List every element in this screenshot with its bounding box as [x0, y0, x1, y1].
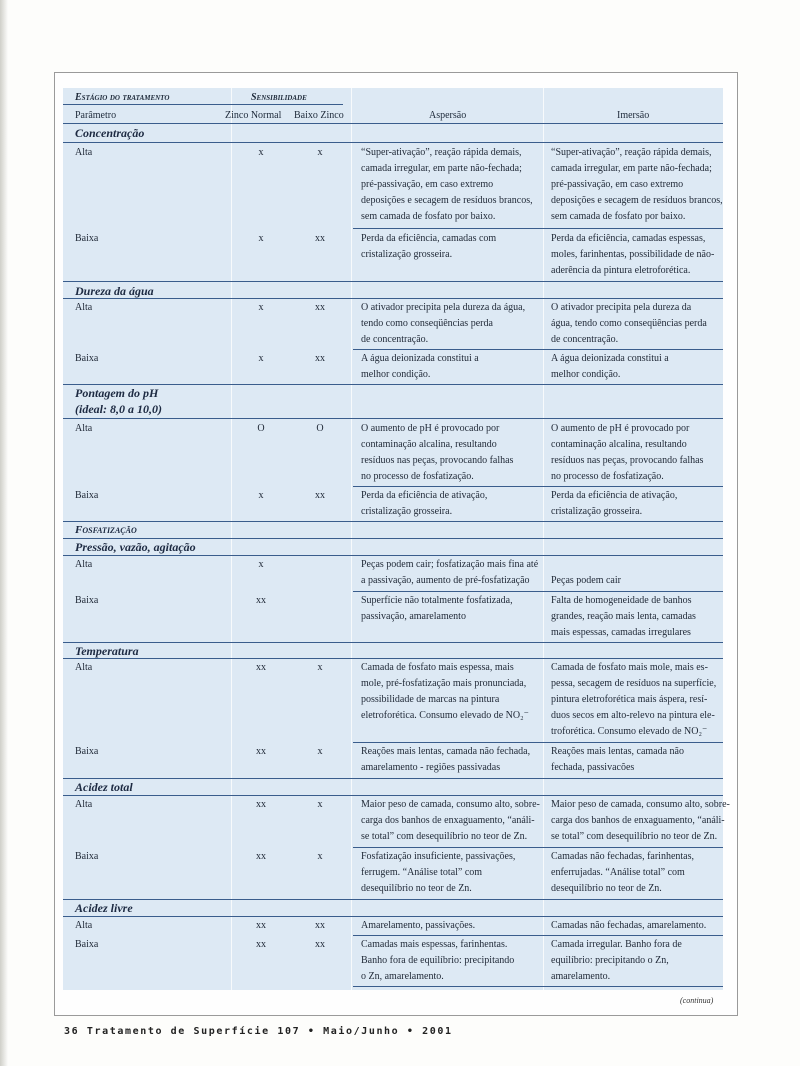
cell-line: contaminação alcalina, resultando	[361, 439, 497, 450]
cell-line: Perda da eficiência, camadas com	[361, 233, 497, 244]
cell-line: de concentração.	[361, 334, 429, 345]
row-parameter: Baixa	[75, 233, 99, 244]
row-aspersao	[361, 421, 545, 485]
row-parameter: Alta	[75, 662, 93, 673]
rule	[353, 486, 723, 487]
cell-line: passivação, amarelamento	[361, 611, 466, 622]
cell-line: mole, pré-fosfatização mais pronunciada,	[361, 678, 527, 689]
cell-line: A água deionizada constitui a	[361, 353, 479, 364]
rule	[63, 642, 723, 643]
row-imersao	[551, 351, 721, 383]
row-aspersao	[361, 231, 545, 263]
row-parameter: Alta	[75, 302, 93, 313]
header-aspersao: Aspersão	[429, 110, 467, 121]
cell-line: aderência da pintura eletroforética.	[551, 265, 691, 276]
cell-line: Perda da eficiência de ativação,	[551, 490, 678, 501]
cell-line: O ativador precipita pela dureza da água,	[361, 302, 526, 313]
row-parameter: Baixa	[75, 746, 99, 757]
cell-line: tendo como conseqüências perda	[361, 318, 493, 329]
cell-line: desequilíbrio no teor de Zn.	[361, 883, 472, 894]
cell-line: Amarelamento, passivações.	[361, 920, 476, 931]
cell-line: a passivação, aumento de pré-fosfatização	[361, 575, 530, 586]
row-zinco-normal: x	[258, 490, 264, 501]
cell-line: sem camada de fosfato por baixo.	[361, 211, 496, 222]
cell-line: pintura eletroforética mais áspera, resí-	[551, 694, 708, 705]
cell-line: Reações mais lentas, camada não	[551, 746, 684, 757]
rule	[353, 986, 723, 987]
cell-line: Camadas não fechadas, farinhentas,	[551, 851, 694, 862]
row-aspersao	[361, 351, 545, 383]
section-acidez-livre: Acidez livre	[75, 901, 133, 915]
cell-line: “Super-ativação”, reação rápida demais,	[361, 147, 522, 158]
row-baixo-zinco: x	[317, 799, 323, 810]
rule	[63, 281, 723, 282]
section-acidez-total: Acidez total	[75, 780, 133, 794]
rule	[63, 142, 723, 143]
row-parameter: Alta	[75, 920, 93, 931]
cell-line: cristalização grosseira.	[551, 506, 643, 517]
cell-line: Peças podem cair	[551, 575, 621, 586]
row-parameter: Alta	[75, 799, 93, 810]
row-zinco-normal: x	[258, 353, 264, 364]
rule	[353, 847, 723, 848]
row-zinco-normal: xx	[256, 595, 266, 606]
rule	[63, 916, 723, 917]
rule	[353, 591, 723, 592]
row-aspersao	[361, 660, 545, 724]
header-estagio: Estágio do tratamento	[75, 92, 170, 103]
cell-line: Peças podem cair; fosfatização mais fina até	[361, 559, 539, 570]
cell-line: equilíbrio: precipitando o Zn,	[551, 955, 669, 966]
row-baixo-zinco: x	[317, 851, 323, 862]
cell-line: deposições e secagem de resíduos brancos,	[361, 195, 533, 206]
cell-line: no processo de fosfatização.	[361, 471, 474, 482]
row-baixo-zinco: xx	[315, 920, 325, 931]
section-concentracao: Concentração	[75, 126, 145, 140]
row-zinco-normal: xx	[256, 746, 266, 757]
row-imersao	[551, 849, 721, 897]
row-aspersao	[361, 849, 545, 897]
section-dureza: Dureza da água	[75, 284, 154, 298]
cell-line: “Super-ativação”, reação rápida demais,	[551, 147, 712, 158]
cell-line: Maior peso de camada, consumo alto, sobre-	[361, 799, 540, 810]
cell-line: cristalização grosseira.	[361, 506, 453, 517]
row-zinco-normal: xx	[256, 799, 266, 810]
cell-line: resíduos nas peças, provocando falhas	[551, 455, 704, 466]
cell-line: eletroforética. Consumo elevado de NO₂⁻	[361, 710, 529, 721]
rule	[63, 658, 723, 659]
cell-line: melhor condição.	[361, 369, 431, 380]
cell-line: deposições e secagem de resíduos brancos,	[551, 195, 723, 206]
treatment-table	[63, 88, 730, 990]
row-aspersao	[361, 145, 545, 225]
cell-line: se total” com desequilíbrio no teor de Zn.	[361, 831, 528, 842]
cell-line: de concentração.	[551, 334, 619, 345]
cell-line	[551, 557, 721, 573]
cell-line: contaminação alcalina, resultando	[551, 439, 687, 450]
row-aspersao	[361, 593, 545, 625]
section-pressao: Pressão, vazão, agitação	[75, 540, 196, 554]
rule	[63, 298, 723, 299]
row-zinco-normal: x	[258, 147, 264, 158]
cell-line: Perda da eficiência, camadas espessas,	[551, 233, 706, 244]
section-temperatura: Temperatura	[75, 644, 139, 658]
row-parameter: Baixa	[75, 490, 99, 501]
row-imersao	[551, 145, 721, 225]
cell-line: amarelamento.	[551, 971, 611, 982]
header-zinco-normal: Zinco Normal	[225, 110, 282, 121]
row-aspersao	[361, 797, 545, 845]
row-parameter: Alta	[75, 559, 93, 570]
row-parameter: Baixa	[75, 353, 99, 364]
section-ph-ideal: (ideal: 8,0 a 10,0)	[75, 402, 162, 416]
cell-line: pré-passivação, em caso extremo	[361, 179, 494, 190]
row-baixo-zinco: O	[316, 423, 324, 434]
cell-line: mais espessas, camadas irregulares	[551, 627, 691, 638]
cell-line: Superfície não totalmente fosfatizada,	[361, 595, 513, 606]
row-zinco-normal: xx	[256, 939, 266, 950]
rule	[63, 899, 723, 900]
row-zinco-normal: x	[258, 302, 264, 313]
row-baixo-zinco: xx	[315, 302, 325, 313]
cell-line: se total” com desequilíbrio no teor de Zn.	[551, 831, 718, 842]
row-imersao	[551, 937, 721, 985]
cell-line: O aumento de pH é provocado por	[361, 423, 500, 434]
row-imersao	[551, 300, 721, 348]
cell-line: carga dos banhos de enxaguamento, “análi-	[551, 815, 725, 826]
row-baixo-zinco: x	[317, 662, 323, 673]
row-parameter: Baixa	[75, 851, 99, 862]
cell-line: água, tendo como conseqüências perda	[551, 318, 707, 329]
rule	[353, 742, 723, 743]
cell-line: A água deionizada constitui a	[551, 353, 669, 364]
cell-line: Reações mais lentas, camada não fechada,	[361, 746, 531, 757]
page-footer: 36 Tratamento de Superfície 107 • Maio/Junho • 2001	[64, 1026, 453, 1037]
header-imersao: Imersão	[617, 110, 650, 121]
cell-line: resíduos nas peças, provocando falhas	[361, 455, 514, 466]
row-imersao	[551, 488, 721, 520]
row-baixo-zinco: xx	[315, 353, 325, 364]
cell-line: Camada de fosfato mais mole, mais es-	[551, 662, 708, 673]
cell-line: camada irregular, em parte não-fechada;	[551, 163, 712, 174]
cell-line: o Zn, amarelamento.	[361, 971, 444, 982]
section-ph: Pontagem do pH	[75, 386, 159, 400]
cell-line: enferrujadas. “Análise total” com	[551, 867, 685, 878]
cell-line: possibilidade de marcas na pintura	[361, 694, 500, 705]
header-sensibilidade: Sensibilidade	[251, 92, 307, 103]
cell-line: Camada de fosfato mais espessa, mais	[361, 662, 514, 673]
rule	[63, 418, 723, 419]
rule	[63, 521, 723, 522]
page-gutter	[0, 0, 8, 1066]
cell-line: O ativador precipita pela dureza da	[551, 302, 692, 313]
rule	[63, 555, 723, 556]
cell-line: Falta de homogeneidade de banhos	[551, 595, 692, 606]
cell-line: desequilíbrio no teor de Zn.	[551, 883, 662, 894]
cell-line: moles, farinhentas, possibilidade de não-	[551, 249, 715, 260]
cell-line: fechada, passivacões	[551, 762, 635, 773]
row-zinco-normal: xx	[256, 662, 266, 673]
row-zinco-normal: O	[257, 423, 265, 434]
row-aspersao	[361, 557, 545, 589]
row-imersao	[551, 557, 721, 589]
row-aspersao	[361, 937, 545, 985]
row-parameter: Alta	[75, 423, 93, 434]
rule	[353, 349, 723, 350]
cell-line: Camadas não fechadas, amarelamento.	[551, 920, 707, 931]
row-imersao	[551, 797, 730, 845]
row-baixo-zinco: xx	[315, 233, 325, 244]
rule	[63, 795, 723, 796]
cell-line: duos secos em alto-relevo na pintura ele-	[551, 710, 715, 721]
cell-line: camada irregular, em parte não-fechada;	[361, 163, 522, 174]
rule	[63, 123, 723, 124]
row-zinco-normal: x	[258, 559, 264, 570]
cell-line: amarelamento - regiões passivadas	[361, 762, 501, 773]
cell-line: grandes, reação mais lenta, camadas	[551, 611, 696, 622]
row-baixo-zinco: x	[317, 147, 323, 158]
cell-line: ferrugem. “Análise total” com	[361, 867, 483, 878]
row-parameter: Baixa	[75, 595, 99, 606]
row-imersao	[551, 918, 721, 934]
continua-note: (continua)	[680, 996, 714, 1005]
cell-line: troforética. Consumo elevado de NO₂⁻	[551, 726, 708, 737]
cell-line: Camada irregular. Banho fora de	[551, 939, 682, 950]
row-aspersao	[361, 300, 545, 348]
row-imersao	[551, 231, 721, 279]
row-zinco-normal: xx	[256, 920, 266, 931]
row-imersao	[551, 744, 721, 776]
row-imersao	[551, 660, 721, 740]
rule	[63, 778, 723, 779]
row-imersao	[551, 421, 721, 485]
cell-line: pessa, secagem de resíduos na superfície,	[551, 678, 717, 689]
cell-line: cristalização grosseira.	[361, 249, 453, 260]
cell-line: carga dos banhos de enxaguamento, “análi-	[361, 815, 535, 826]
rule	[353, 935, 723, 936]
row-parameter: Baixa	[75, 939, 99, 950]
row-baixo-zinco: xx	[315, 939, 325, 950]
row-aspersao	[361, 744, 545, 776]
rule	[63, 384, 723, 385]
cell-line: Camadas mais espessas, farinhentas.	[361, 939, 508, 950]
cell-line: Maior peso de camada, consumo alto, sobre-	[551, 799, 730, 810]
cell-line: Perda da eficiência de ativação,	[361, 490, 488, 501]
row-aspersao	[361, 488, 545, 520]
row-baixo-zinco: x	[317, 746, 323, 757]
cell-line: Fosfatização insuficiente, passivações,	[361, 851, 516, 862]
section-fosfatizacao: Fosfatização	[75, 524, 137, 536]
cell-line: pré-passivação, em caso extremo	[551, 179, 684, 190]
row-baixo-zinco: xx	[315, 490, 325, 501]
cell-line: Banho fora de equilíbrio: precipitando	[361, 955, 515, 966]
header-parametro: Parâmetro	[75, 110, 117, 121]
cell-line: O aumento de pH é provocado por	[551, 423, 690, 434]
rule	[353, 228, 723, 229]
row-imersao	[551, 593, 721, 641]
cell-line: sem camada de fosfato por baixo.	[551, 211, 686, 222]
row-aspersao	[361, 918, 545, 934]
row-zinco-normal: xx	[256, 851, 266, 862]
rule	[63, 104, 343, 105]
cell-line: melhor condição.	[551, 369, 621, 380]
cell-line: no processo de fosfatização.	[551, 471, 664, 482]
header-baixo-zinco: Baixo Zinco	[294, 110, 344, 121]
row-parameter: Alta	[75, 147, 93, 158]
row-zinco-normal: x	[258, 233, 264, 244]
column-separator	[351, 88, 352, 990]
